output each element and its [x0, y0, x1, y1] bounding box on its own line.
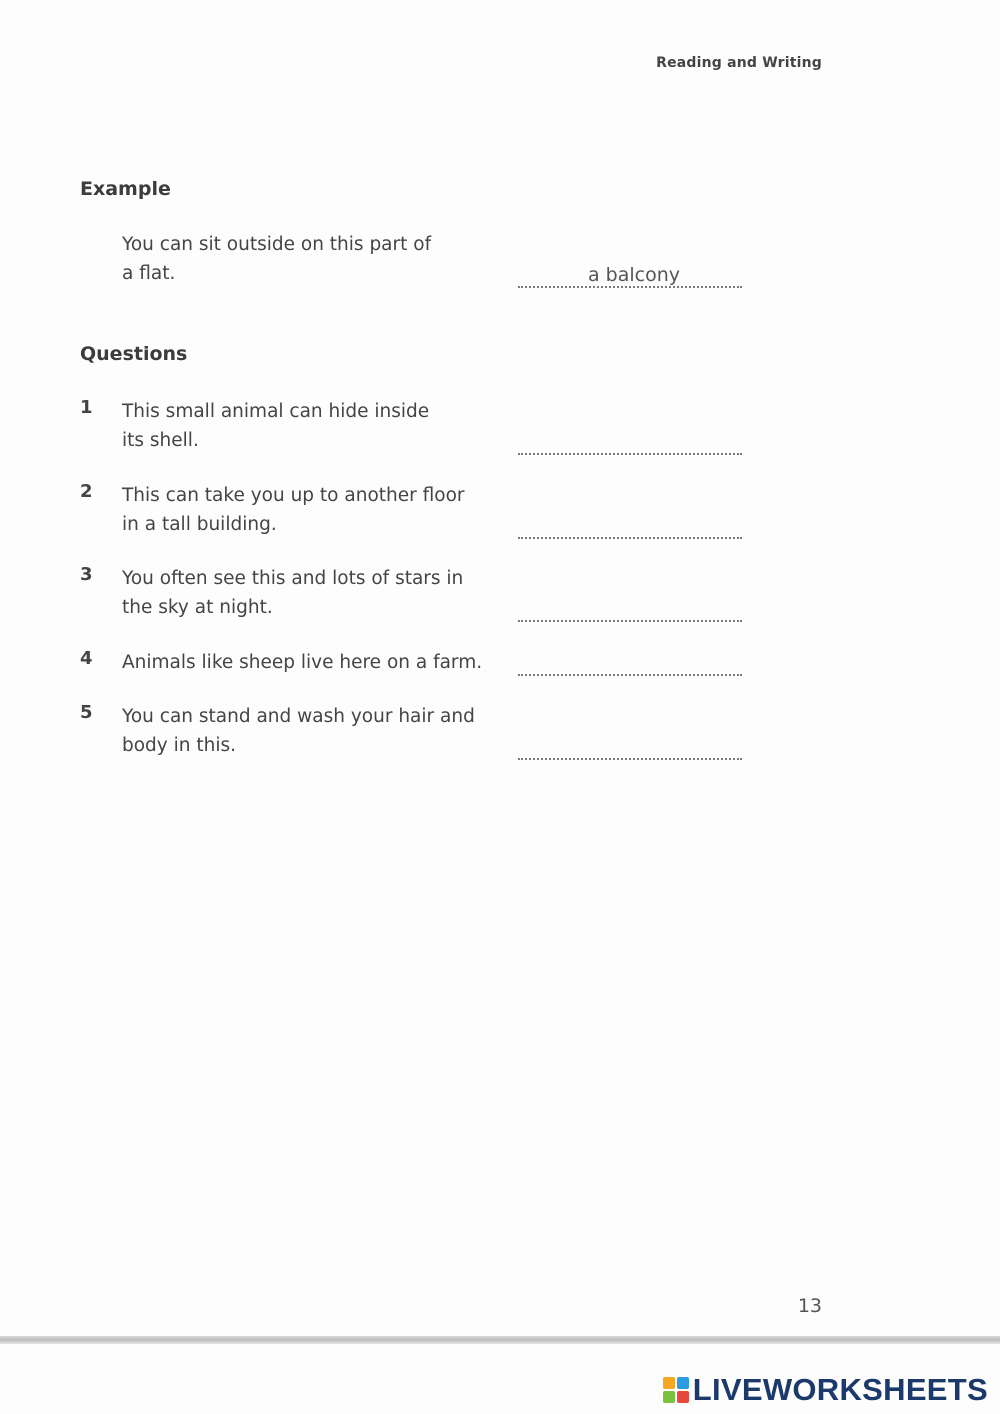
answer-field[interactable] — [518, 515, 742, 539]
liveworksheets-logo — [663, 1370, 988, 1410]
answer-field[interactable] — [518, 598, 742, 622]
question-text-line: This small animal can hide inside — [122, 401, 430, 422]
question-text — [122, 481, 482, 539]
example-heading: Example — [80, 178, 171, 200]
answer-field[interactable] — [518, 431, 742, 455]
example-answer-field[interactable] — [518, 264, 742, 288]
question-item — [80, 397, 760, 467]
question-text-line: This can take you up to another floor — [122, 485, 465, 506]
question-item — [80, 564, 760, 634]
answer-field[interactable] — [518, 736, 742, 760]
question-text-line: the sky at night. — [122, 597, 273, 618]
question-text-line: in a tall building. — [122, 514, 277, 535]
question-text-line: its shell. — [122, 430, 199, 451]
question-number: 3 — [80, 564, 93, 585]
section-header: Reading and Writing — [656, 55, 822, 71]
liveworksheets-logo-text: LIVEWORKSHEETS — [692, 1372, 988, 1407]
example-text-line: You can sit outside on this part of — [122, 234, 432, 255]
question-text — [122, 397, 482, 455]
example-text-line: a flat. — [122, 263, 176, 284]
question-text-line: body in this. — [122, 735, 237, 756]
example-answer-text: a balcony — [588, 264, 681, 286]
question-number: 5 — [80, 702, 93, 723]
question-text-line: You often see this and lots of stars in — [122, 568, 464, 589]
question-text — [122, 648, 522, 677]
question-number: 4 — [80, 648, 93, 669]
page-number: 13 — [797, 1295, 822, 1317]
liveworksheets-logo-icon — [663, 1377, 689, 1403]
question-item — [80, 702, 760, 772]
question-number: 2 — [80, 481, 93, 502]
answer-field[interactable] — [518, 652, 742, 676]
example-text — [122, 230, 482, 288]
question-number: 1 — [80, 397, 93, 418]
question-text-line: You can stand and wash your hair and — [122, 706, 475, 727]
question-text — [122, 564, 482, 622]
question-text-line: Animals like sheep live here on a farm. — [122, 652, 483, 673]
questions-heading: Questions — [80, 343, 188, 365]
question-text — [122, 702, 522, 760]
example-item — [80, 230, 760, 300]
question-item — [80, 481, 760, 551]
scan-edge-divider — [0, 1336, 1000, 1344]
